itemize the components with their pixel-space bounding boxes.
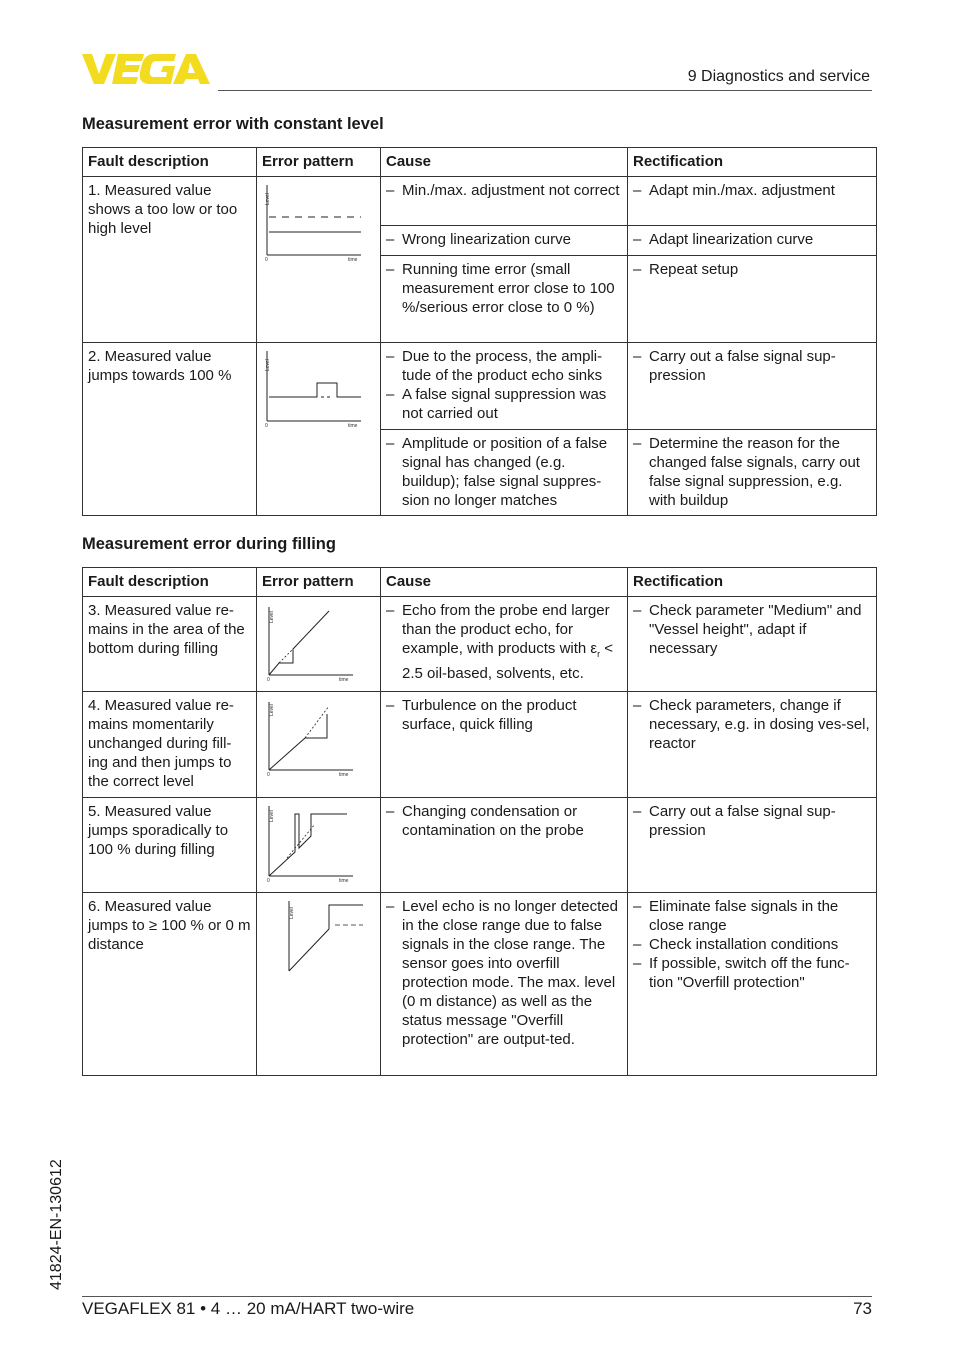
- fix-cell: – Check parameter "Medium" and "Vessel height", adapt if necessary: [628, 597, 877, 692]
- error-pattern-2: [257, 343, 381, 516]
- y-axis-label: Level: [265, 193, 271, 205]
- fix-text: Check installation conditions: [649, 936, 839, 953]
- column-header: Cause: [381, 568, 628, 597]
- table-row: [83, 893, 877, 1076]
- fault-description: 3. Measured value re-mains in the area of the bottom during filling: [83, 597, 257, 692]
- table-row: [83, 343, 877, 430]
- cause-cell: – Turbulence on the product surface, quick filling: [381, 692, 628, 798]
- cause-cell: – Level echo is no longer detected in the close range due to false signals in the close range. The sensor goes into overfill protection mode. The max. level (0 m distance) as well as the status message "Overfill protection" are output-ted.: [381, 893, 628, 1076]
- section-title-constant-level: Measurement error with constant level: [82, 115, 384, 133]
- cause-text-post: < 2.5 oil-based, solvents, etc.: [402, 640, 614, 682]
- cause-text: Running time error (small measurement error close to 100 %/serious error close to 0 %): [402, 261, 615, 317]
- error-pattern-chart: [257, 893, 381, 1075]
- error-pattern-chart: [257, 692, 381, 797]
- column-header: Error pattern: [257, 148, 381, 177]
- cause-text: Turbulence on the product surface, quick filling: [402, 697, 577, 733]
- cause-text: Amplitude or position of a false signal has changed (e.g. buildup); false signal suppres-sion no longer matches: [402, 435, 608, 509]
- chapter-title: 9 Diagnostics and service: [687, 68, 870, 85]
- x-axis-label: time: [339, 878, 349, 884]
- cause-text-pre: Echo from the probe end larger than the product echo, for example, with products with ε: [402, 602, 610, 657]
- fix-cell: – Determine the reason for the changed false signals, carry out false signal suppression, e.g. with buildup: [628, 430, 877, 516]
- fix-cell: – Adapt min./max. adjustment: [628, 177, 877, 226]
- y-axis-label: Level: [269, 704, 275, 716]
- fix-cell: – Carry out a false signal sup-pression: [628, 798, 877, 893]
- y-axis-label: Level: [265, 359, 271, 371]
- origin-label: 0: [267, 878, 270, 884]
- error-pattern-chart: [257, 177, 381, 342]
- cause-text: Wrong linearization curve: [402, 231, 571, 249]
- footer-rule: [82, 1296, 872, 1297]
- cause-cell: – Wrong linearization curve: [381, 226, 628, 256]
- fault-description: 2. Measured value jumps towards 100 %: [83, 343, 257, 516]
- cause-cell: – Due to the process, the ampli-tude of the product echo sinks – A false signal suppression was not carried out: [381, 343, 628, 430]
- fix-text: Determine the reason for the changed false signals, carry out false signal suppression, e.g. with buildup: [649, 435, 860, 509]
- epsilon-subscript: r: [597, 649, 601, 659]
- error-pattern-6: [257, 893, 381, 1076]
- y-axis-label: Level: [269, 810, 275, 822]
- cause-text: [402, 601, 622, 683]
- header-rule: [218, 90, 872, 91]
- fix-text: Eliminate false signals in the close range: [649, 898, 839, 934]
- y-axis-label: Level: [289, 907, 295, 919]
- fix-text: Check parameters, change if necessary, e.g. in dosing ves-sel, reactor: [649, 697, 870, 752]
- fix-text: Carry out a false signal sup-pression: [649, 348, 836, 384]
- fix-text: Repeat setup: [649, 261, 739, 279]
- page-number: 73: [853, 1299, 872, 1318]
- table-row: [83, 798, 877, 893]
- column-header: Rectification: [628, 148, 877, 177]
- fix-cell: – Adapt linearization curve: [628, 226, 877, 256]
- cause-cell: – Min./max. adjustment not correct: [381, 177, 628, 226]
- table-header-row: [83, 568, 877, 597]
- column-header: Cause: [381, 148, 628, 177]
- column-header: Rectification: [628, 568, 877, 597]
- fix-cell: – Repeat setup: [628, 256, 877, 343]
- fault-description: 1. Measured value shows a too low or too high level: [83, 177, 257, 343]
- table-row: [83, 692, 877, 798]
- fix-text: If possible, switch off the func-tion "Overfill protection": [649, 955, 850, 991]
- origin-label: 0: [265, 257, 268, 263]
- error-pattern-1: [257, 177, 381, 343]
- cause-text: Level echo is no longer detected in the close range due to false signals in the close range. The sensor goes into overfill protection mode. The max. level (0 m distance) as well as the status message "Overfill protection" are output-ted.: [402, 898, 618, 1048]
- x-axis-label: time: [339, 677, 349, 683]
- y-axis-label: Level: [269, 611, 275, 623]
- x-axis-label: time: [348, 423, 358, 429]
- cause-cell: – Amplitude or position of a false signal has changed (e.g. buildup); false signal suppres-sion no longer matches: [381, 430, 628, 516]
- fix-text: Adapt linearization curve: [649, 231, 814, 249]
- error-pattern-chart: [257, 597, 381, 691]
- error-pattern-3: [257, 597, 381, 692]
- error-pattern-chart: [257, 343, 381, 515]
- cause-cell: – Changing condensation or contamination on the probe: [381, 798, 628, 893]
- cause-text: Changing condensation or contamination on the probe: [402, 803, 584, 839]
- cause-cell: – Running time error (small measurement error close to 100 %/serious error close to 0 %): [381, 256, 628, 343]
- cause-text: Due to the process, the ampli-tude of the product echo sinks: [402, 348, 603, 384]
- cause-text: A false signal suppression was not carried out: [402, 386, 607, 422]
- fault-description: 4. Measured value re-mains momentarily unchanged during fill-ing and then jumps to the correct level: [83, 692, 257, 798]
- fix-text: Check parameter "Medium" and "Vessel height", adapt if necessary: [649, 602, 862, 657]
- document-id: 41824-EN-130612: [48, 1159, 65, 1290]
- origin-label: 0: [265, 423, 268, 429]
- constant-level-table: [82, 147, 877, 516]
- column-header: Error pattern: [257, 568, 381, 597]
- fault-description: 5. Measured value jumps sporadically to 100 % during filling: [83, 798, 257, 893]
- fault-description: 6. Measured value jumps to ≥ 100 % or 0 m distance: [83, 893, 257, 1076]
- x-axis-label: time: [339, 772, 349, 778]
- table-header-row: [83, 148, 877, 177]
- filling-table: [82, 567, 877, 1076]
- fix-cell: – Carry out a false signal sup-pression: [628, 343, 877, 430]
- fix-cell: – Check parameters, change if necessary, e.g. in dosing ves-sel, reactor: [628, 692, 877, 798]
- origin-label: 0: [267, 772, 270, 778]
- cause-text: Min./max. adjustment not correct: [402, 182, 620, 199]
- error-pattern-4: [257, 692, 381, 798]
- column-header: Fault description: [83, 568, 257, 597]
- fix-cell: – Eliminate false signals in the close range – Check installation conditions – If possible, switch off the func-tion "Overfill protection": [628, 893, 877, 1076]
- error-pattern-5: [257, 798, 381, 893]
- x-axis-label: time: [348, 257, 358, 263]
- table-row: [83, 177, 877, 226]
- error-pattern-chart: [257, 798, 381, 892]
- section-title-during-filling: Measurement error during filling: [82, 535, 336, 553]
- footer-title: VEGAFLEX 81 • 4 … 20 mA/HART two-wire: [82, 1299, 415, 1318]
- fix-text: Carry out a false signal sup-pression: [649, 803, 836, 839]
- column-header: Fault description: [83, 148, 257, 177]
- origin-label: 0: [267, 677, 270, 683]
- fix-text: Adapt min./max. adjustment: [649, 182, 835, 199]
- table-row: [83, 597, 877, 692]
- vega-logo: [82, 52, 212, 91]
- cause-cell: – Echo from the probe end larger than the product echo, for example, with products with $\varepsilon_r < 2.5$ oil-based, solvents, etc.: [381, 597, 628, 692]
